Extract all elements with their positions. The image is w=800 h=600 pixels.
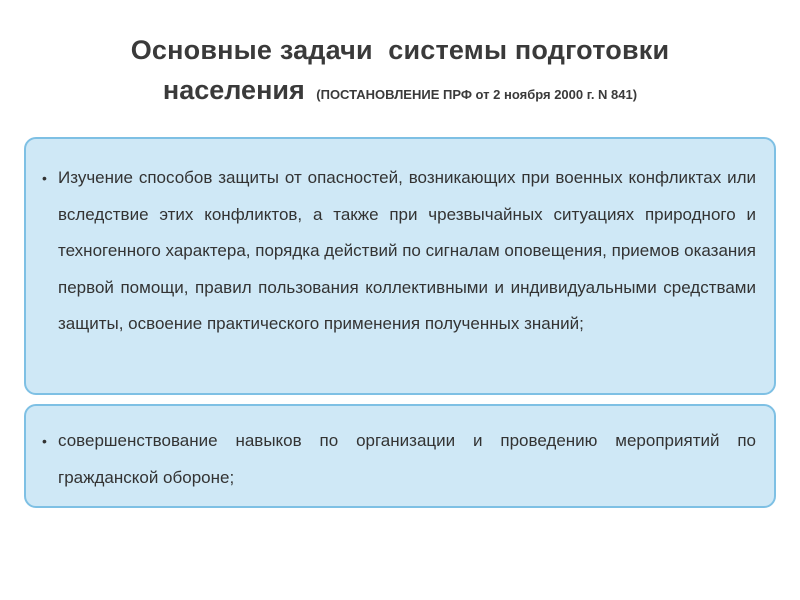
- list-item: [42, 160, 756, 343]
- bullet-icon: •: [42, 170, 47, 186]
- slide-title: [0, 30, 800, 115]
- bullet-text: Изучение способов защиты от опасностей, возникающих при военных конфликтах или вследствие этих конфликтов, а также при чрезвычайных ситуациях природного и техногенного характера, порядка действий по сигналам оповещения, приемов оказания первой помощи, правил пользования коллективными и индивидуальными средствами защиты, освоение практического применения полученных знаний;: [58, 168, 756, 333]
- task-box-1: [24, 137, 776, 395]
- bullet-icon: •: [42, 433, 47, 449]
- title-line-2-text: населения: [162, 75, 305, 105]
- list-item: [42, 423, 756, 496]
- title-line-1: Основные задачи системы подготовки: [130, 35, 670, 65]
- task-box-2: [24, 404, 776, 508]
- title-line-2: [0, 70, 800, 115]
- bullet-text: совершенствование навыков по организации и проведению мероприятий по гражданской обороне;: [58, 431, 756, 487]
- title-subtitle: (ПОСТАНОВЛЕНИЕ ПРФ от 2 ноября 2000 г. N 841): [316, 87, 638, 102]
